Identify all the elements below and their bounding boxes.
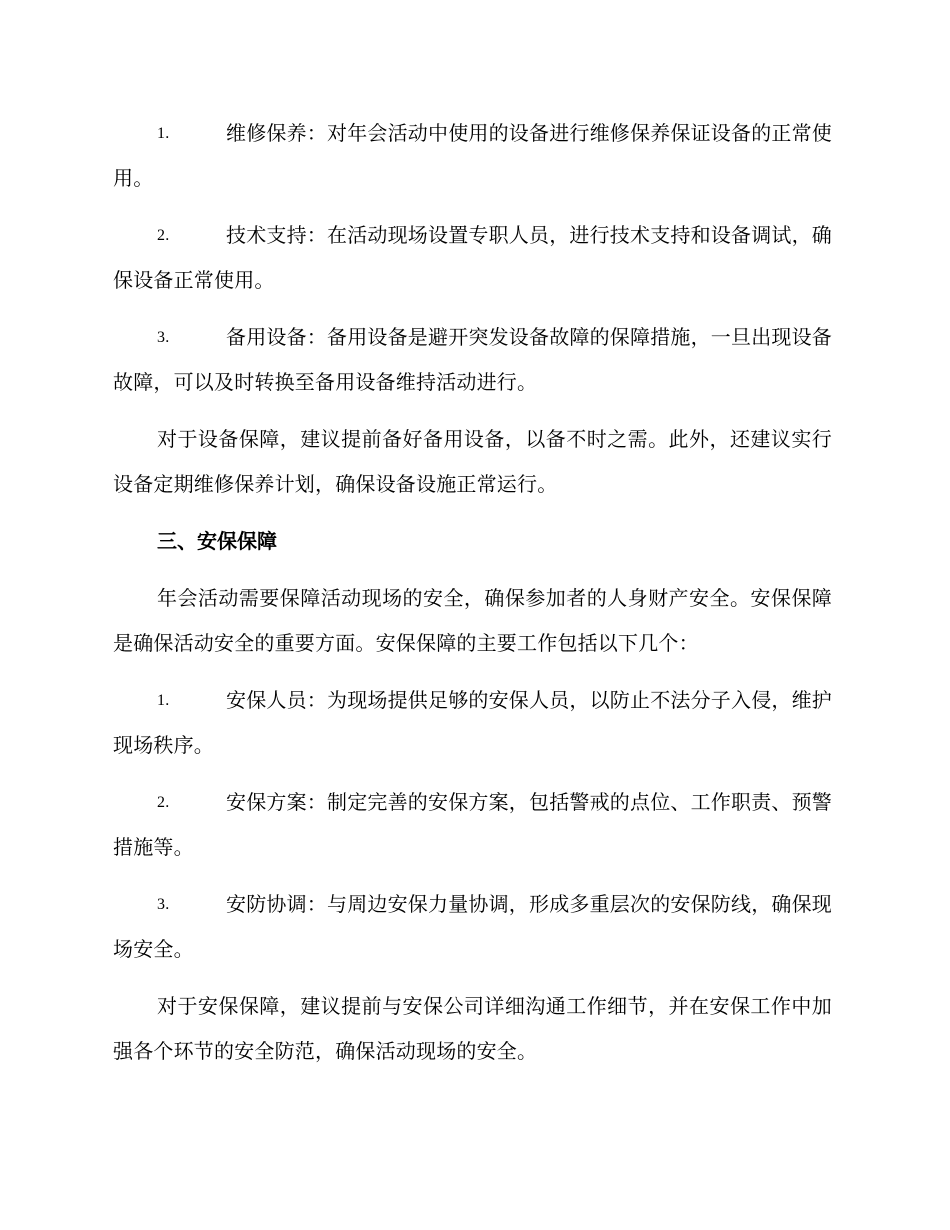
list-item-text: 备用设备：备用设备是避开突发设备故障的保障措施，一旦出现设备故障，可以及时转换至备用设备维持活动进行。 bbox=[113, 325, 832, 394]
security-intro-paragraph: 年会活动需要保障活动现场的安全，确保参加者的人身财产安全。安保保障是确保活动安全的重要方面。安保保障的主要工作包括以下几个： bbox=[113, 586, 832, 655]
list-number: 1. bbox=[157, 692, 170, 709]
list-item-security-3 bbox=[113, 882, 832, 972]
list-number: 3. bbox=[157, 896, 170, 913]
list-item-security-1 bbox=[113, 678, 832, 768]
list-item-equipment-3 bbox=[113, 315, 832, 405]
section-heading-security: 三、安保保障 bbox=[157, 529, 277, 553]
list-item-text: 维修保养：对年会活动中使用的设备进行维修保养保证设备的正常使用。 bbox=[113, 121, 832, 190]
list-number: 2. bbox=[157, 794, 170, 811]
equipment-summary-paragraph: 对于设备保障，建议提前备好备用设备，以备不时之需。此外，还建议实行设备定期维修保养计划，确保设备设施正常运行。 bbox=[113, 427, 832, 496]
list-item-text: 安保方案：制定完善的安保方案，包括警戒的点位、工作职责、预警措施等。 bbox=[113, 790, 832, 859]
list-number: 1. bbox=[157, 125, 170, 142]
list-item-equipment-1 bbox=[113, 111, 832, 201]
list-item-text: 技术支持：在活动现场设置专职人员，进行技术支持和设备调试，确保设备正常使用。 bbox=[113, 223, 832, 292]
list-number: 2. bbox=[157, 227, 170, 244]
list-item-security-2 bbox=[113, 780, 832, 870]
security-summary-paragraph: 对于安保保障，建议提前与安保公司详细沟通工作细节，并在安保工作中加强各个环节的安全防范，确保活动现场的安全。 bbox=[113, 994, 832, 1063]
list-item-text: 安防协调：与周边安保力量协调，形成多重层次的安保防线，确保现场安全。 bbox=[113, 892, 832, 961]
list-number: 3. bbox=[157, 329, 170, 346]
list-item-equipment-2 bbox=[113, 213, 832, 303]
list-item-text: 安保人员：为现场提供足够的安保人员，以防止不法分子入侵，维护现场秩序。 bbox=[113, 688, 832, 757]
